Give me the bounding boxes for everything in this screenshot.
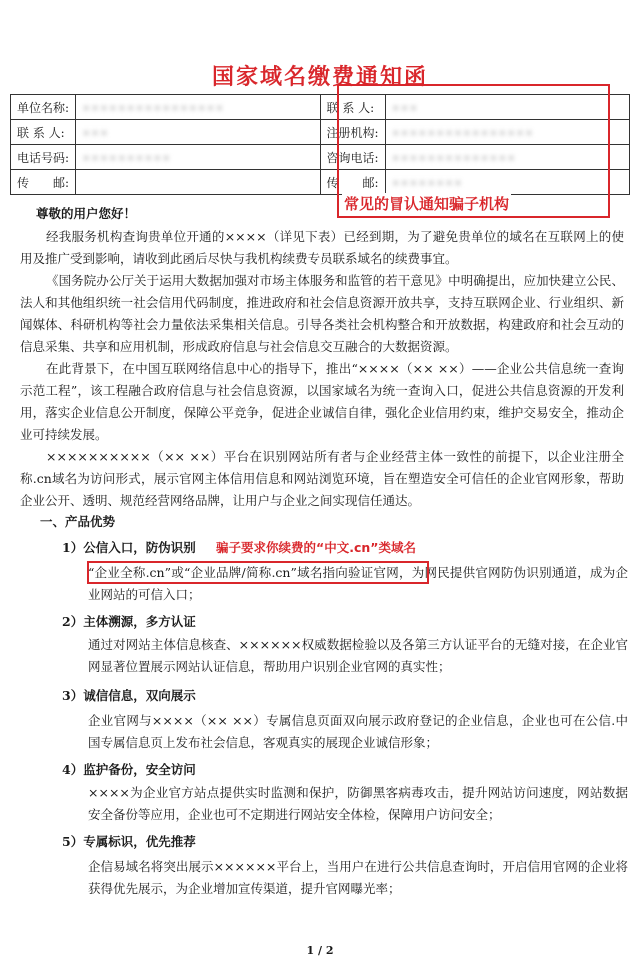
consult-label: 咨询电话: — [320, 145, 385, 170]
paragraph-1: 经我服务机构查询贵单位开通的××××（详见下表）已经到期，为了避免贵单位的域名在互联网上的使用及推广受到影响，请收到此函后尽快与我机构续费专员联系域名的续费事宜。 — [20, 229, 624, 266]
contact-value-left: ××× — [76, 120, 320, 145]
agency-value: ×××××××××××××××× — [385, 120, 629, 145]
unit-name-label: 单位名称: — [11, 95, 76, 120]
fax-value-left — [76, 170, 320, 195]
document-title: 国家域名缴费通知函 — [211, 65, 428, 90]
item-heading-3: 3）诚信信息，双向展示 — [62, 688, 196, 703]
item-text-4: ××××为企业官方站点提供实时监测和保护，防御黑客病毒攻击，提升网站访问速度，网站数据安全备份等应用，企业也可不定期进行网站安全体检，保障用户访问安全； — [88, 785, 628, 822]
contact-label-left: 联 系 人: — [11, 120, 76, 145]
page-number: 1 / 2 — [306, 944, 334, 957]
item-heading-1: 1）公信入口，防伪识别 — [62, 540, 196, 555]
greeting: 尊敬的用户您好！ — [36, 206, 137, 221]
item-heading-5: 5）专属标识，优先推荐 — [62, 834, 196, 849]
item-heading-4: 4）监护备份，安全访问 — [62, 762, 196, 777]
scam-domain-annotation: 骗子要求你续费的“中文.cn”类域名 — [216, 540, 416, 555]
fax-label-left: 传 邮: — [11, 170, 76, 195]
consult-value: ×××××××××××××× — [385, 145, 629, 170]
item-text-3: 企业官网与××××（×× ××）专属信息页面双向展示政府登记的企业信息，企业也可在公信.中国专属信息页上发布社会信息，客观真实的展现企业诚信形象； — [88, 713, 628, 750]
item-text-2: 通过对网站主体信息核查、××××××权威数据检验以及各第三方认证平台的无缝对接，在企业官网显著位置展示网站认证信息，帮助用户识别企业官网的真实性； — [88, 637, 628, 674]
item-text-1-rest: 为网民提供官网防伪识别通道，成为企业网站的可信入口； — [88, 565, 628, 602]
contact-value-right: ××× — [385, 95, 629, 120]
domain-highlight-box — [87, 561, 429, 584]
phone-value: ×××××××××× — [76, 145, 320, 170]
section-heading-advantages: 一、产品优势 — [40, 514, 116, 529]
contact-label-right: 联 系 人: — [320, 95, 385, 120]
paragraph-2: 《国务院办公厅关于运用大数据加强对市场主体服务和监管的若干意见》中明确提出，应加快建立公民、法人和其他组织统一社会信用代码制度，推进政府和社会信息资源开放共享，支持互联网企业、行业组织、新闻媒体、科研机构等社会力量依法采集相关信息。引导各类社会机构整合和开放数据，构建政府和社会互动的信息采集、共享和应用机制，形成政府信息与社会信息交互融合的大数据资源。 — [20, 273, 624, 354]
paragraph-3: 在此背景下，在中国互联网络信息中心的指导下，推出“××××（×× ××）——企业公共信息统一查询示范工程”，该工程融合政府信息与社会信息资源，以国家域名为统一查询入口，促进公共信息资源的开发利用，落实企业信息公开制度，保障公平竞争，促进企业诚信自律，强化企业信用约束，维护交易安全，推动企业可持续发展。 — [20, 361, 624, 442]
item-text-1-boxed: “企业全称.cn”或“企业品牌/简称.cn”域名指向验证官网， — [88, 565, 412, 580]
unit-name-value: ×××××××××××××××× — [76, 95, 320, 120]
item-heading-2: 2）主体溯源，多方认证 — [62, 614, 196, 629]
fax-label-right: 传 邮: — [320, 170, 385, 195]
phone-label: 电话号码: — [11, 145, 76, 170]
agency-label: 注册机构: — [320, 120, 385, 145]
item-text-5: 企信易域名将突出展示××××××平台上，当用户在进行公共信息查询时，开启信用官网的企业将获得优先展示，为企业增加宣传渠道，提升官网曝光率； — [88, 859, 628, 896]
fax-value-right: ×××××××× — [385, 170, 629, 195]
paragraph-4: ××××××××××（×× ××）平台在识别网站所有者与企业经营主体一致性的前提下，以企业注册全称.cn域名为访问形式，展示官网主体信用信息和网站浏览环境，旨在塑造安全可信任的企业官网形象，帮助企业公开、透明、规范经营网络品牌，让用户与企业之间实现信任通达。 — [20, 449, 624, 508]
scam-agency-annotation: 常见的冒认通知骗子机构 — [344, 195, 510, 213]
